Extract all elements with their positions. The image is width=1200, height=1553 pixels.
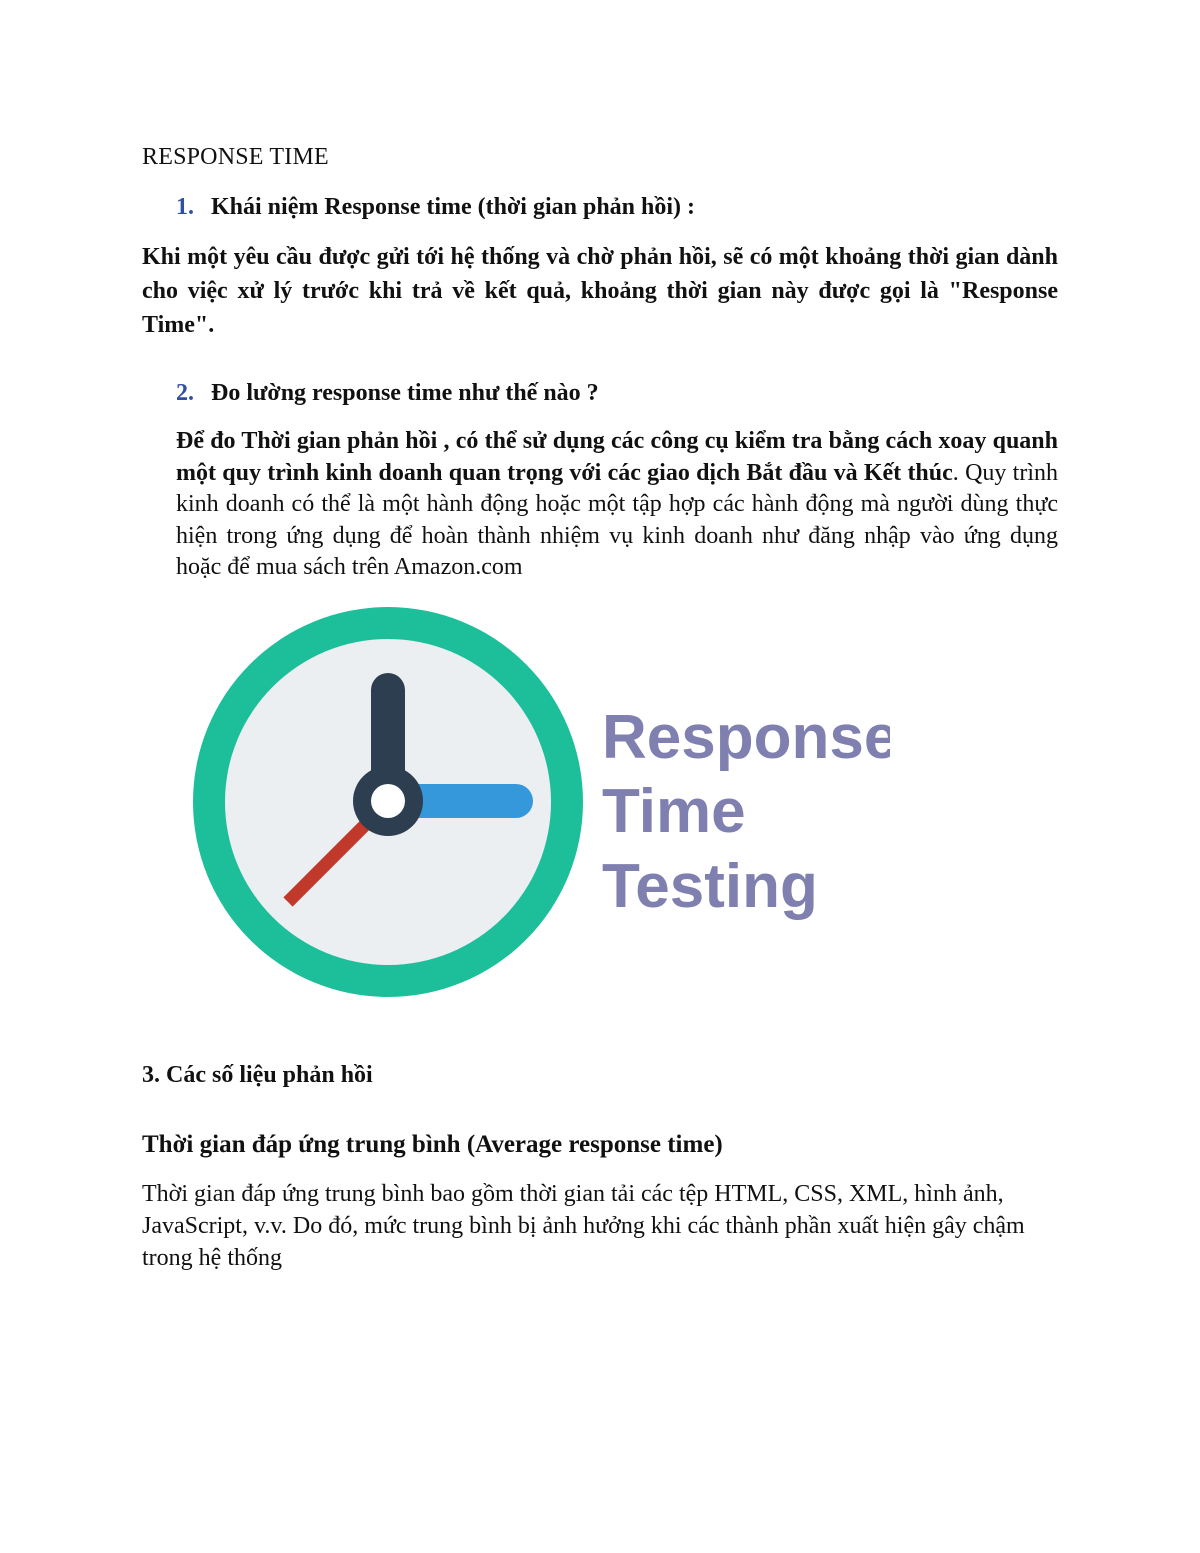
section-2-paragraph-bold: Để đo Thời gian phản hồi , có thể sử dụng các công cụ kiểm tra bằng cách xoay quanh một quy trình kinh doanh quan trọng với các giao dịch Bắt đầu và Kết thúc: [176, 428, 1058, 486]
section-3-paragraph: Thời gian đáp ứng trung bình bao gồm thời gian tải các tệp HTML, CSS, XML, hình ảnh, JavaScript, v.v. Do đó, mức trung bình bị ảnh hưởng khi các thành phần xuất hiện gây chậm trong hệ thống: [142, 1181, 1025, 1271]
section-2-heading-text: Đo lường response time như thế nào ?: [211, 380, 599, 406]
section-3-subheading: Thời gian đáp ứng trung bình (Average response time): [142, 1131, 723, 1158]
section-1-heading-text: Khái niệm Response time (thời gian phản hồi) :: [211, 194, 696, 220]
section-1-heading: [176, 194, 695, 221]
document-title: RESPONSE TIME: [142, 144, 329, 170]
section-3-heading: 3. Các số liệu phản hồi: [142, 1062, 373, 1088]
illustration-text-line-3: Testing: [602, 852, 818, 921]
section-2-number: 2.: [176, 380, 194, 406]
section-2-heading: [176, 380, 599, 407]
section-2-paragraph-regular: . Quy trình kinh doanh có thể là một hành động hoặc một tập hợp các hành động mà người dùng thực hiện trong ứng dụng để hoàn thành nhiệm vụ kinh doanh như đăng nhập vào ứng dụng hoặc để mua sách trên Amazon.com: [176, 459, 1058, 580]
section-2-paragraph: [176, 426, 1058, 584]
response-time-illustration: [190, 600, 890, 1010]
clock-illustration-svg: [190, 600, 890, 1010]
illustration-text-line-2: Time: [602, 777, 746, 846]
section-1-paragraph: Khi một yêu cầu được gửi tới hệ thống và chờ phản hồi, sẽ có một khoảng thời gian dành cho việc xử lý trước khi trả về kết quả, khoảng thời gian này được gọi là "Response Time".: [142, 244, 1058, 338]
illustration-text-line-1: Response: [602, 703, 890, 772]
section-1-number: 1.: [176, 194, 194, 220]
clock-hub-center: [371, 784, 405, 818]
